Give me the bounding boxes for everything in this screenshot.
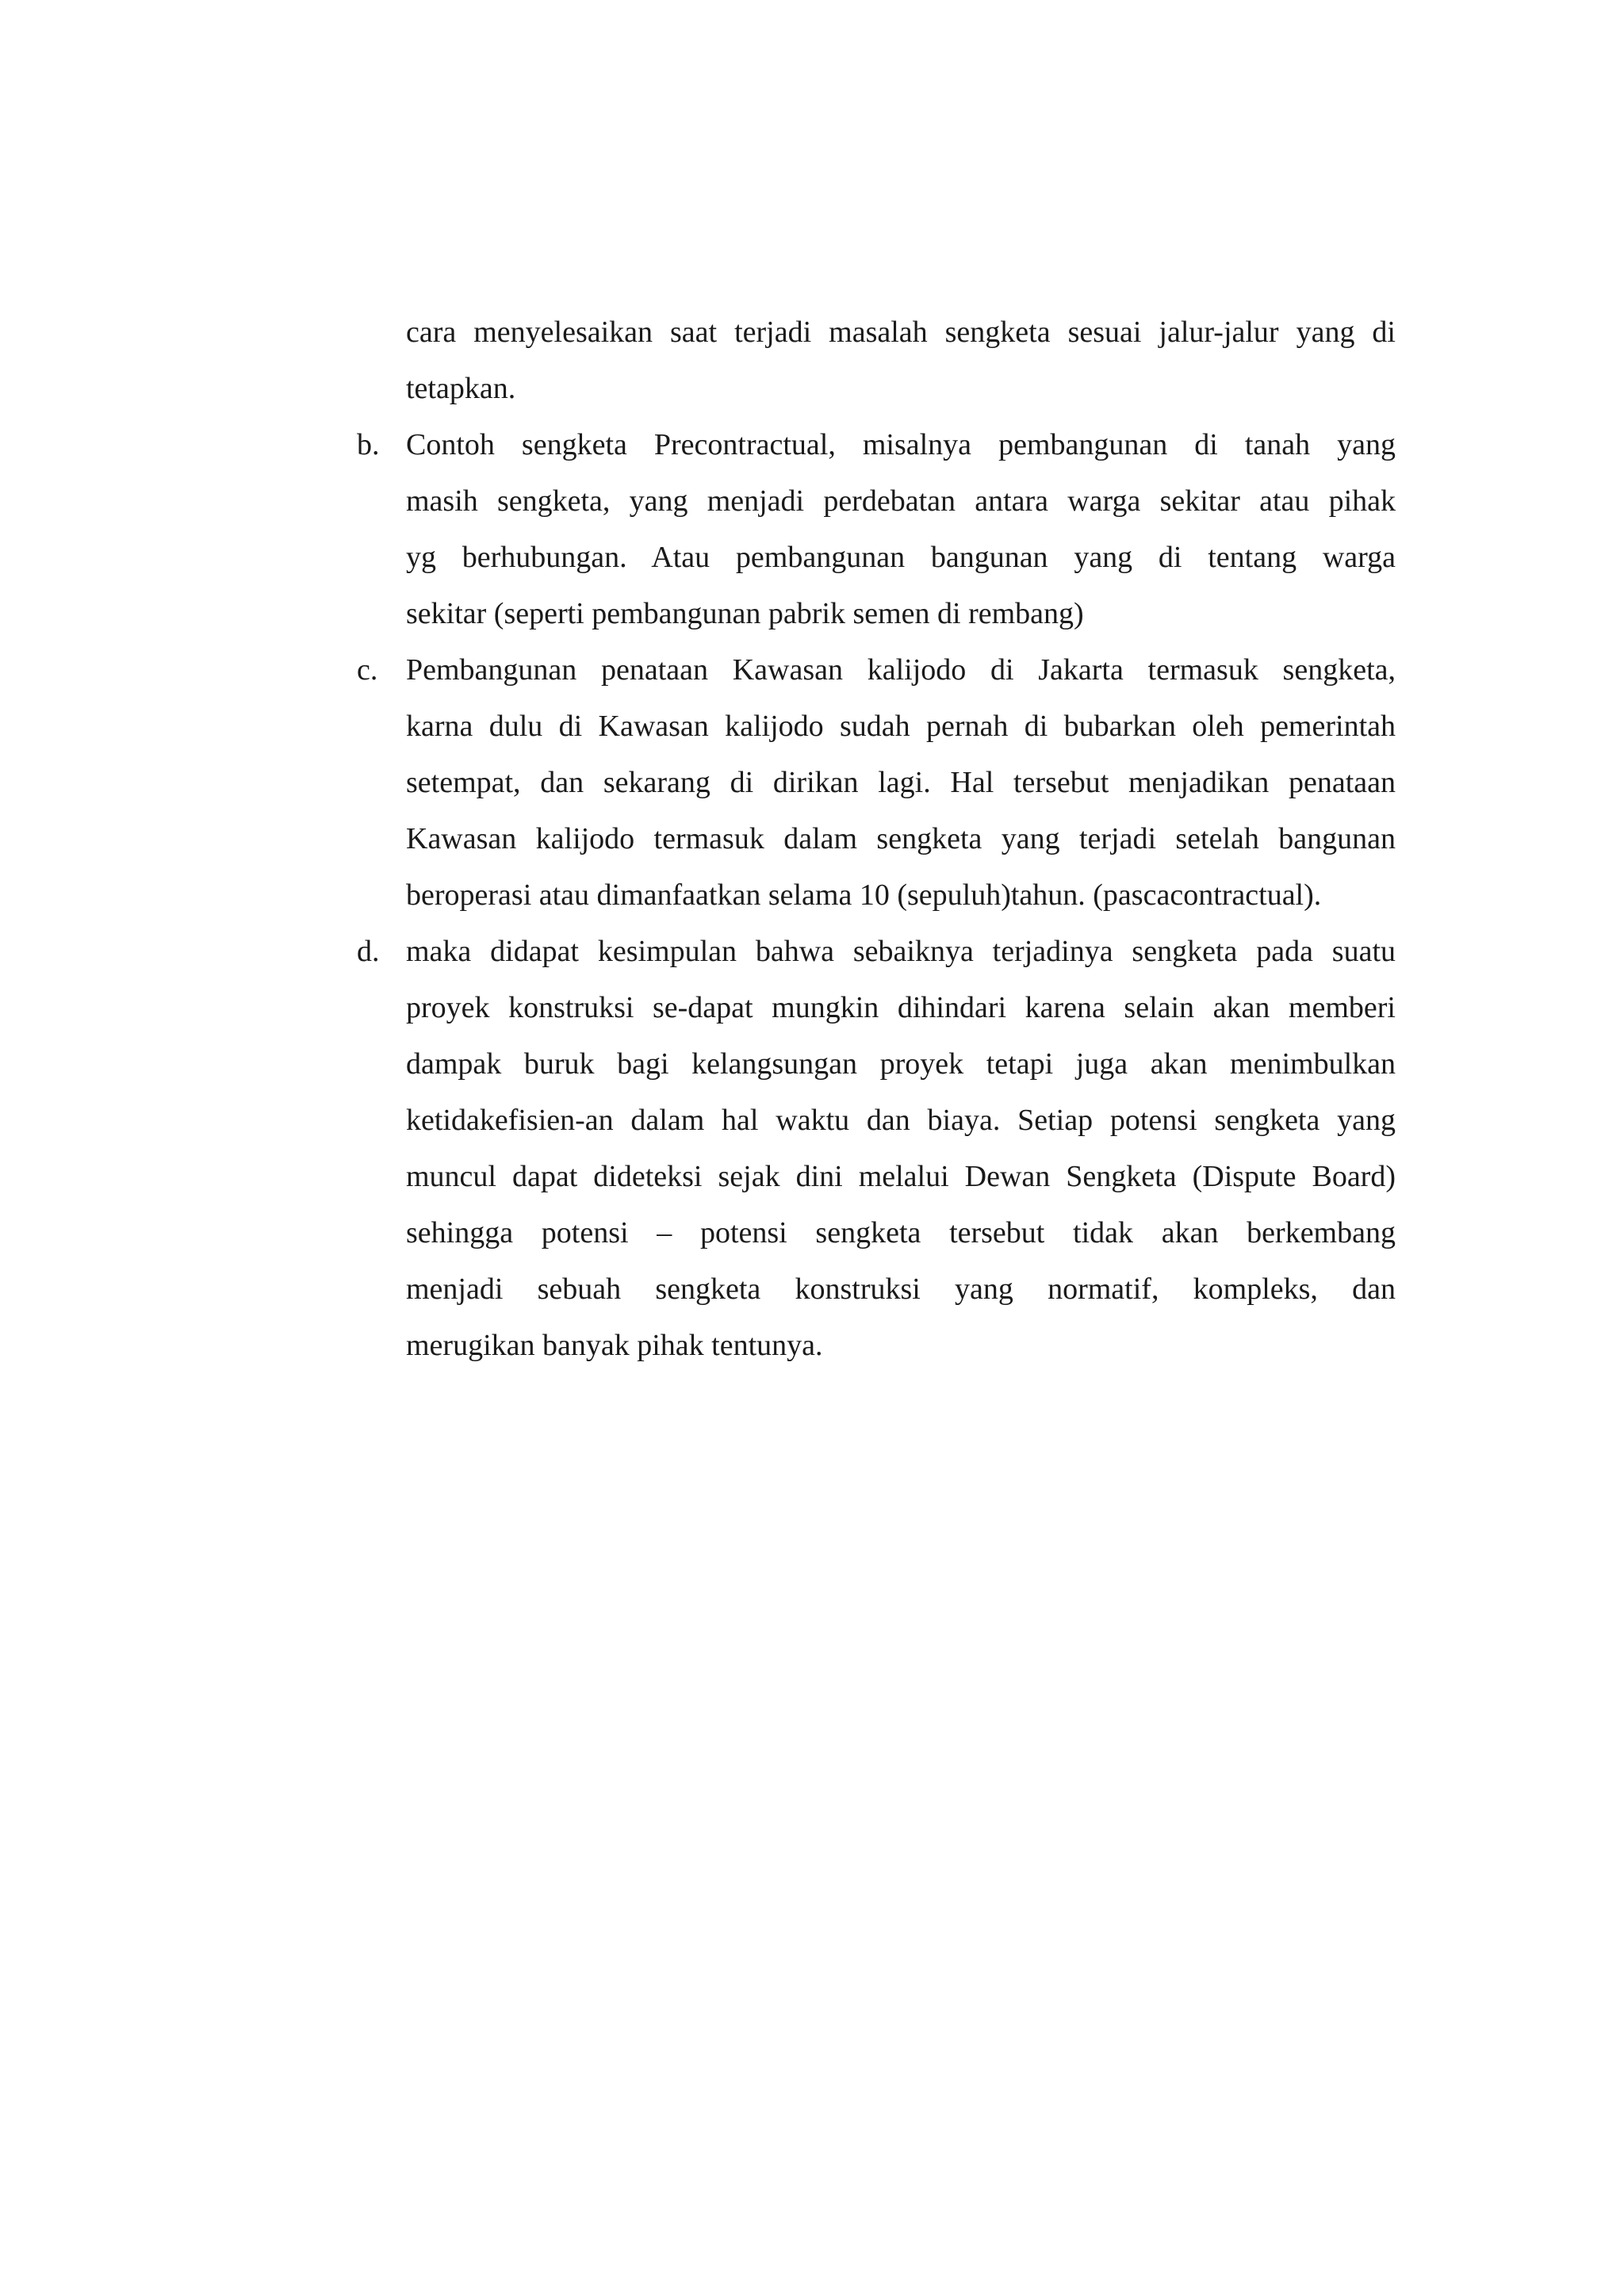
text-line: proyek konstruksi se-dapat mungkin dihindari karena selain akan memberi (406, 991, 1396, 1024)
text-line: masih sengketa, yang menjadi perdebatan antara warga sekitar atau pihak (406, 484, 1396, 518)
text-line: Pembangunan penataan Kawasan kalijodo di Jakarta termasuk sengketa, (406, 653, 1396, 687)
text-line: dampak buruk bagi kelangsungan proyek tetapi juga akan menimbulkan (406, 1047, 1396, 1081)
text-line: Kawasan kalijodo termasuk dalam sengketa yang terjadi setelah bangunan (406, 822, 1396, 855)
list-item-c (357, 642, 1396, 924)
text-line: sehingga potensi – potensi sengketa tersebut tidak akan berkembang (406, 1216, 1396, 1249)
text-line: setempat, dan sekarang di dirikan lagi. Hal tersebut menjadikan penataan (406, 766, 1396, 799)
list-item-d (357, 924, 1396, 1374)
text-line: maka didapat kesimpulan bahwa sebaiknya terjadinya sengketa pada suatu (406, 935, 1396, 968)
document-body (357, 304, 1396, 1374)
text-line: ketidakefisien-an dalam hal waktu dan biaya. Setiap potensi sengketa yang (406, 1104, 1396, 1137)
list-marker: b. (357, 428, 380, 461)
text-line: karna dulu di Kawasan kalijodo sudah pernah di bubarkan oleh pemerintah (406, 710, 1396, 743)
text-line: Contoh sengketa Precontractual, misalnya pembangunan di tanah yang (406, 428, 1396, 461)
text-line: menjadi sebuah sengketa konstruksi yang normatif, kompleks, dan (406, 1272, 1396, 1306)
text-line: merugikan banyak pihak tentunya. (406, 1329, 823, 1362)
text-line: sekitar (seperti pembangunan pabrik semen di rembang) (406, 597, 1084, 630)
text-line: yg berhubungan. Atau pembangunan bangunan yang di tentang warga (406, 541, 1396, 574)
list-marker: c. (357, 653, 378, 687)
continuation-paragraph (357, 304, 1396, 417)
list-marker: d. (357, 935, 380, 968)
text-line: beroperasi atau dimanfaatkan selama 10 (sepuluh)tahun. (pascacontractual). (406, 878, 1322, 912)
list-item-b (357, 417, 1396, 642)
text-line: cara menyelesaikan saat terjadi masalah sengketa sesuai jalur-jalur yang di (406, 316, 1396, 349)
text-line: tetapkan. (406, 372, 516, 405)
text-line: muncul dapat dideteksi sejak dini melalui Dewan Sengketa (Dispute Board) (406, 1160, 1396, 1193)
